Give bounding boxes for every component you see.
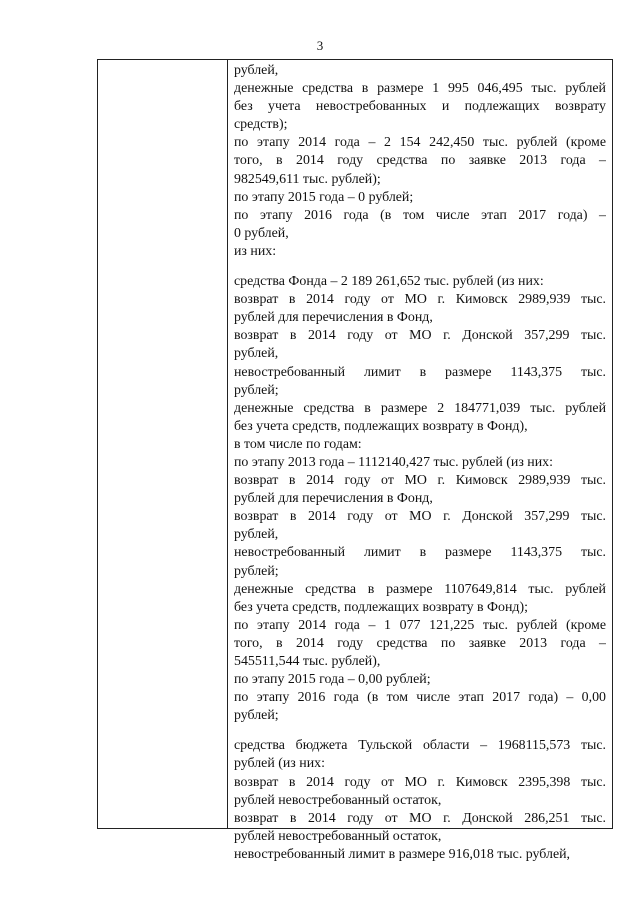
text-block	[234, 62, 606, 261]
table-right-column	[228, 60, 612, 862]
text-line: невостребованный лимит в размере 1143,375 тыс.	[234, 364, 606, 380]
text-line: возврат в 2014 году от МО г. Донской 286,251 тыс.	[234, 810, 606, 826]
text-line: рублей;	[234, 382, 279, 398]
text-line: денежные средства в размере 1107649,814 тыс. рублей	[234, 581, 606, 597]
text-line: денежные средства в размере 2 184771,039 тыс. рублей	[234, 400, 606, 416]
text-line: рублей,	[234, 63, 279, 78]
text-line: рублей невостребованный остаток,	[234, 792, 442, 808]
text-line: невостребованный лимит в размере 1143,375 тыс.	[234, 545, 606, 561]
text-block	[234, 737, 606, 864]
text-line: рублей для перечисления в Фонд,	[234, 491, 433, 507]
text-line: без учета средств, подлежащих возврату в Фонд);	[234, 599, 528, 615]
text-line: рублей,	[234, 527, 279, 543]
text-line: того, в 2014 году средства по заявке 2013 года –	[234, 635, 606, 651]
text-block	[234, 273, 606, 725]
text-line: по этапу 2013 года – 1112140,427 тыс. рублей (из них:	[234, 454, 553, 470]
text-line: невостребованный лимит в размере 916,018 тыс. рублей,	[234, 846, 571, 862]
block-gap	[234, 261, 606, 273]
table-left-column	[98, 60, 228, 828]
text-line: 0 рублей,	[234, 225, 289, 241]
text-line: в том числе по годам:	[234, 436, 362, 452]
text-line: рублей;	[234, 563, 279, 579]
text-line: возврат в 2014 году от МО г. Кимовск 2395,398 тыс.	[234, 774, 606, 790]
text-line: средства Фонда – 2 189 261,652 тыс. рублей (из них:	[234, 274, 544, 290]
text-line: возврат в 2014 году от МО г. Кимовск 2989,939 тыс.	[234, 292, 606, 308]
text-line: без учета невостребованных и подлежащих возврату	[234, 99, 606, 115]
text-line: средств);	[234, 117, 288, 133]
text-line: по этапу 2016 года (в том числе этап 2017 года) – 0,00	[234, 690, 606, 706]
text-line: по этапу 2015 года – 0 рублей;	[234, 189, 414, 205]
text-line: возврат в 2014 году от МО г. Донской 357,299 тыс.	[234, 328, 606, 344]
text-line: возврат в 2014 году от МО г. Донской 357,299 тыс.	[234, 509, 606, 525]
document-table	[97, 59, 613, 862]
text-line: того, в 2014 году средства по заявке 2013 года –	[234, 153, 606, 169]
block-gap	[234, 725, 606, 737]
text-line: рублей (из них:	[234, 756, 325, 772]
text-line: без учета средств, подлежащих возврату в Фонд),	[234, 418, 528, 434]
text-line: по этапу 2014 года – 1 077 121,225 тыс. рублей (кроме	[234, 617, 606, 633]
text-line: рублей для перечисления в Фонд,	[234, 310, 433, 326]
text-line: денежные средства в размере 1 995 046,495 тыс. рублей	[234, 81, 606, 97]
text-line: рублей невостребованный остаток,	[234, 828, 442, 844]
text-line: по этапу 2015 года – 0,00 рублей;	[234, 672, 431, 688]
text-line: по этапу 2014 года – 2 154 242,450 тыс. рублей (кроме	[234, 135, 606, 151]
text-line: возврат в 2014 году от МО г. Кимовск 2989,939 тыс.	[234, 473, 606, 489]
text-line: средства бюджета Тульской области – 1968115,573 тыс.	[234, 738, 606, 754]
text-line: 545511,544 тыс. рублей),	[234, 654, 381, 669]
page-number: 3	[316, 38, 324, 53]
text-line: из них:	[234, 243, 277, 259]
text-line: по этапу 2016 года (в том числе этап 2017 года) –	[234, 207, 606, 223]
text-line: 982549,611 тыс. рублей);	[234, 171, 381, 187]
text-line: рублей,	[234, 346, 279, 362]
text-line: рублей;	[234, 708, 279, 724]
